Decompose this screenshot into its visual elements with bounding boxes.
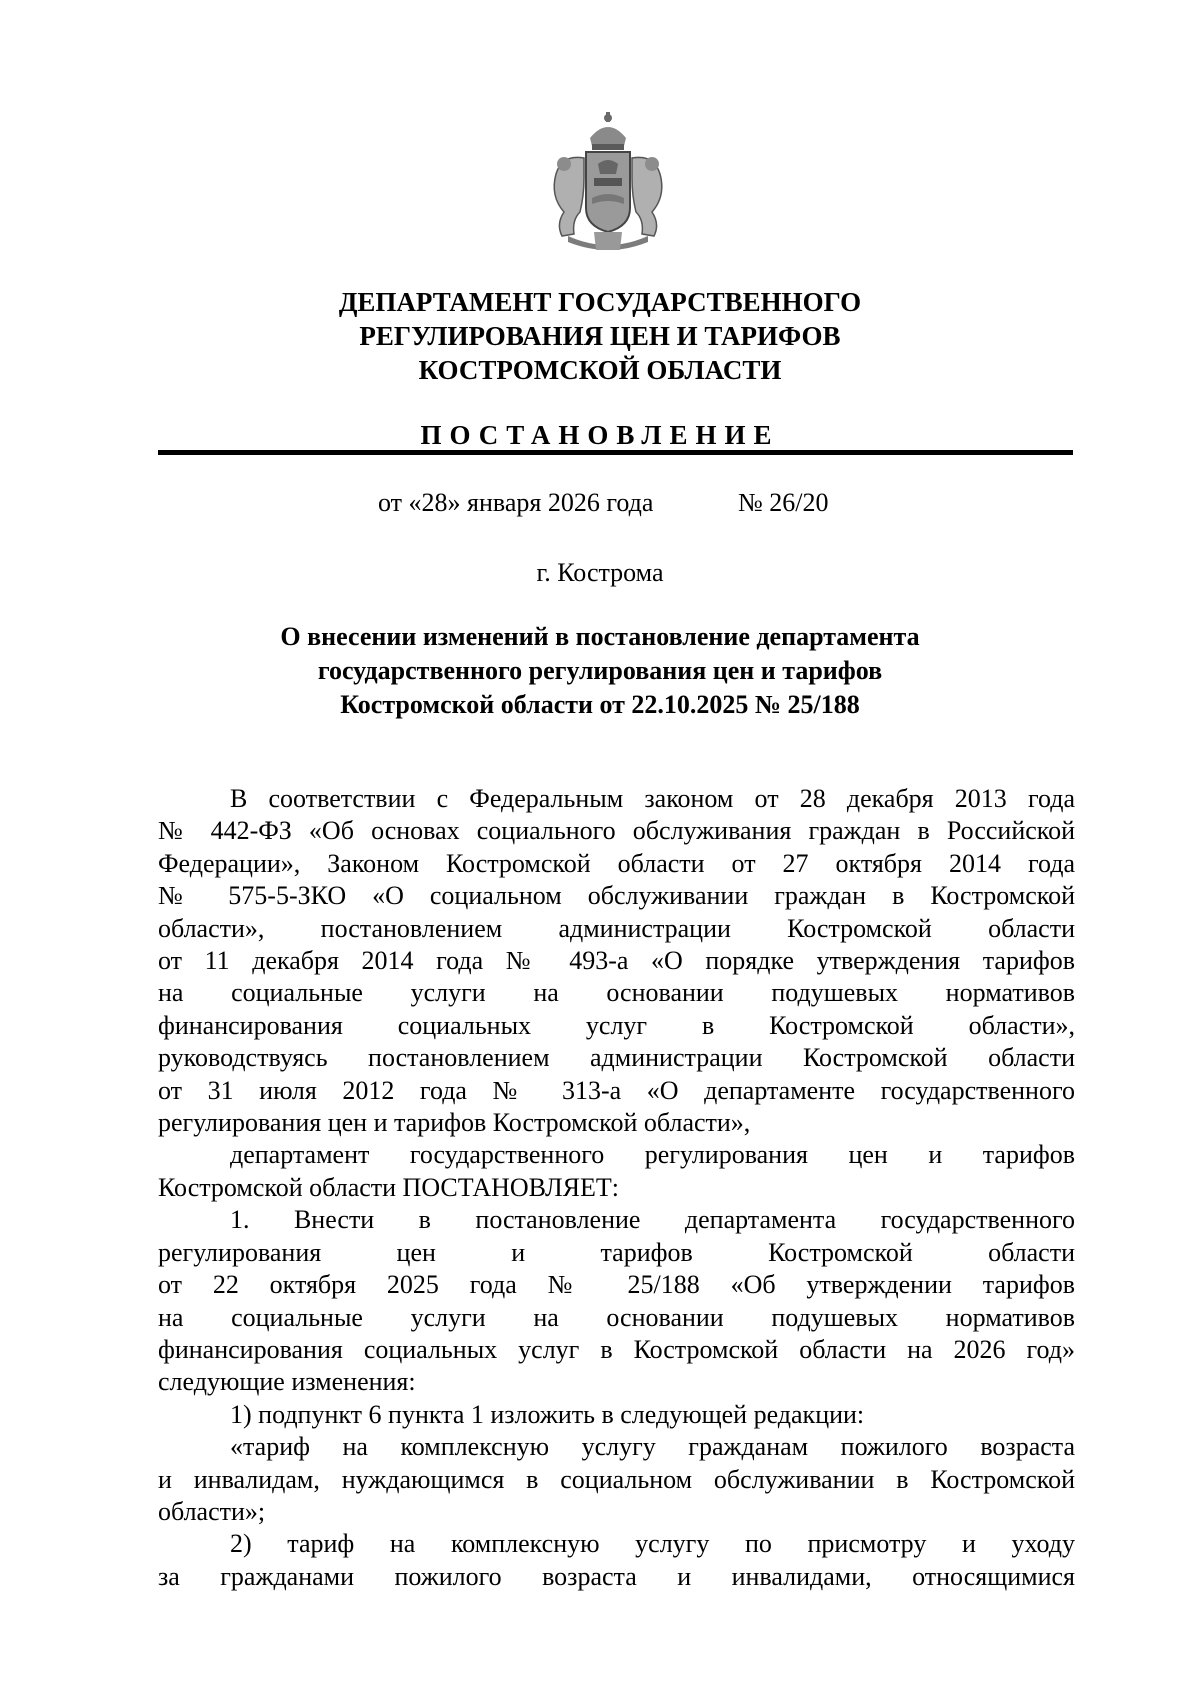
document-type: ПОСТАНОВЛЕНИЕ	[420, 420, 780, 450]
body-line: области»;	[158, 1496, 266, 1526]
body-line: финансирования социальных услуг в Костромской области на 2026 год»	[158, 1334, 1075, 1364]
document-number: № 26/20	[738, 488, 829, 517]
document-title-line-2: государственного регулирования цен и тарифов	[317, 656, 883, 685]
body-line: № 442-ФЗ «Об основах социального обслуживания граждан в Российской	[158, 816, 1075, 846]
paragraph-resolves	[158, 1139, 1075, 1204]
document-body	[158, 783, 1075, 1593]
body-line: на социальные услуги на основании подушевых нормативов	[158, 978, 1075, 1008]
document-title-line-3: Костромской области от 22.10.2025 № 25/188	[340, 690, 860, 719]
paragraph-subitem-2	[158, 1528, 1075, 1593]
document-date: от «28» января 2026 года	[378, 488, 654, 517]
body-line: 2) тариф на комплексную услугу по присмотру и уходу	[230, 1529, 1075, 1559]
coat-of-arms-icon	[538, 108, 678, 258]
body-line: 1. Внести в постановление департамента государственного	[230, 1205, 1075, 1235]
body-line: руководствуясь постановлением администрации Костромской области	[158, 1043, 1075, 1073]
body-line: регулирования цен и тарифов Костромской области»,	[158, 1108, 751, 1138]
paragraph-quoted-text	[158, 1431, 1075, 1528]
body-line: регулирования цен и тарифов Костромской области	[158, 1237, 1075, 1267]
body-line: области», постановлением администрации Костромской области	[158, 913, 1075, 943]
paragraph-preamble	[158, 783, 1075, 1139]
paragraph-item-1	[158, 1204, 1075, 1398]
body-line: 1) подпункт 6 пункта 1 изложить в следующей редакции:	[230, 1399, 865, 1429]
body-line: Федерации», Законом Костромской области от 27 октября 2014 года	[158, 848, 1075, 878]
paragraph-subitem-1	[158, 1399, 1075, 1431]
body-line: от 22 октября 2025 года № 25/188 «Об утверждении тарифов	[158, 1270, 1075, 1300]
body-line: «тариф на комплексную услугу гражданам пожилого возраста	[230, 1432, 1075, 1462]
body-line: департамент государственного регулирования цен и тарифов	[230, 1140, 1075, 1170]
body-line: следующие изменения:	[158, 1367, 416, 1397]
body-line: от 31 июля 2012 года № 313-а «О департаменте государственного	[158, 1075, 1075, 1105]
body-line: на социальные услуги на основании подушевых нормативов	[158, 1302, 1075, 1332]
body-line: Костромской области ПОСТАНОВЛЯЕТ:	[158, 1172, 619, 1202]
document-city: г. Кострома	[536, 558, 664, 587]
body-line: и инвалидам, нуждающимся в социальном обслуживании в Костромской	[158, 1464, 1075, 1494]
body-line: от 11 декабря 2014 года № 493-а «О порядке утверждения тарифов	[158, 946, 1075, 976]
document-title	[150, 620, 1050, 722]
document-title-line-1: О внесении изменений в постановление департамента	[280, 622, 920, 651]
header-divider	[158, 450, 1073, 455]
body-line: финансирования социальных услуг в Костромской области»,	[158, 1010, 1075, 1040]
department-header-line-3: КОСТРОМСКОЙ ОБЛАСТИ	[418, 355, 782, 385]
department-header-line-2: РЕГУЛИРОВАНИЯ ЦЕН И ТАРИФОВ	[359, 321, 841, 351]
department-header-line-1: ДЕПАРТАМЕНТ ГОСУДАРСТВЕННОГО	[338, 287, 862, 317]
body-line: В соответствии с Федеральным законом от 28 декабря 2013 года	[230, 784, 1075, 813]
department-header	[150, 285, 1050, 387]
body-line: за гражданами пожилого возраста и инвалидами, относящимися	[158, 1561, 1075, 1591]
body-line: № 575-5-ЗКО «О социальном обслуживании граждан в Костромской	[158, 881, 1075, 911]
